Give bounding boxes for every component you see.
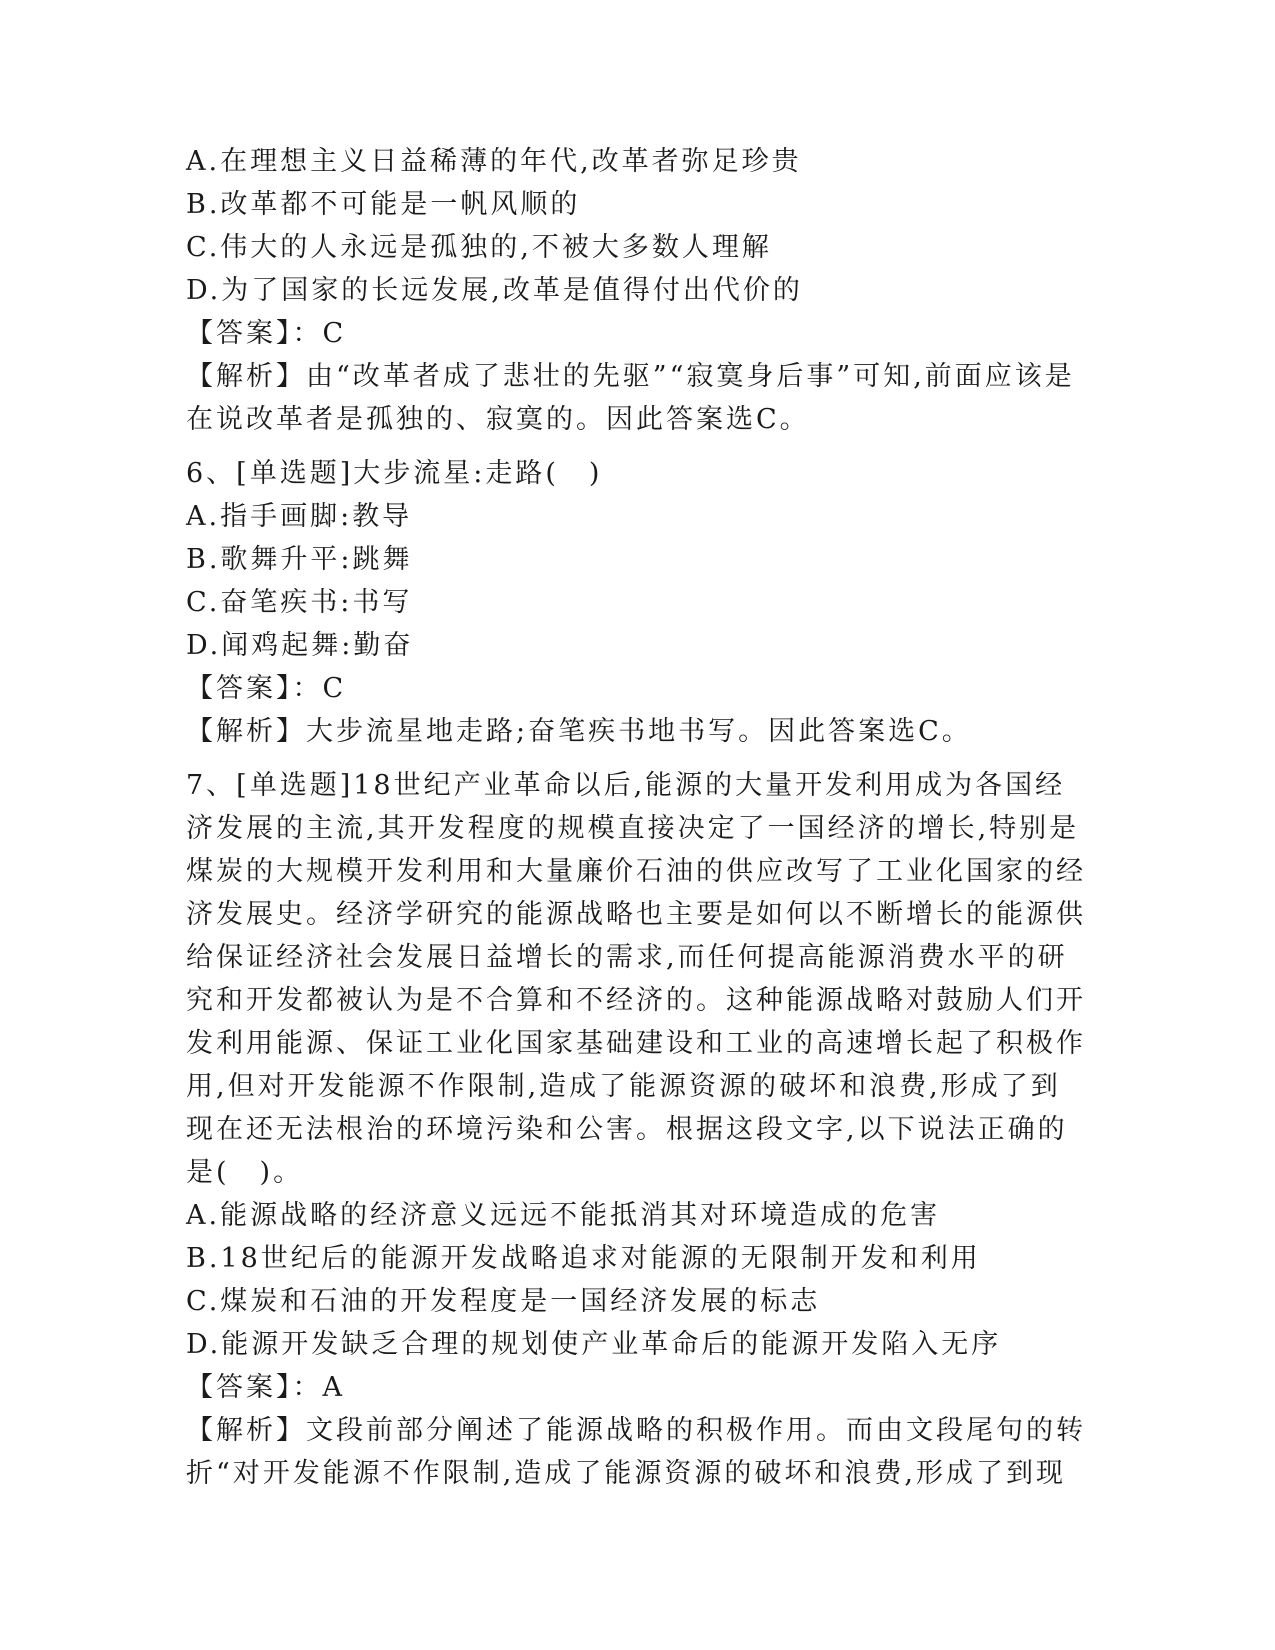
option-a: A.能源战略的经济意义远远不能抵消其对环境造成的危害 bbox=[186, 1200, 941, 1231]
answer-line: 【答案】：A bbox=[186, 1372, 345, 1403]
answer-line: 【答案】：C bbox=[186, 318, 347, 349]
question-stem: 6、[单选题]大步流星:走路( ) bbox=[186, 458, 603, 489]
option-a: A.在理想主义日益稀薄的年代,改革者弥足珍贵 bbox=[186, 146, 802, 177]
question-7-block bbox=[186, 764, 1086, 1495]
option-b: B.歌舞升平:跳舞 bbox=[186, 544, 413, 575]
analysis-paragraph: 【解析】文段前部分阐述了能源战略的积极作用。而由文段尾句的转折“对开发能源不作限制,造成了能源资源的破坏和浪费,形成了到现 bbox=[186, 1415, 1086, 1489]
option-d: D.能源开发缺乏合理的规划使产业革命后的能源开发陷入无序 bbox=[186, 1329, 1002, 1360]
question-6-block bbox=[186, 452, 1086, 753]
analysis-paragraph: 【解析】大步流星地走路;奋笔疾书地书写。因此答案选C。 bbox=[186, 716, 972, 747]
option-b: B.18世纪后的能源开发战略追求对能源的无限制开发和利用 bbox=[186, 1243, 981, 1274]
option-a: A.指手画脚:教导 bbox=[186, 501, 413, 532]
option-b: B.改革都不可能是一帆风顺的 bbox=[186, 189, 581, 220]
option-c: C.奋笔疾书:书写 bbox=[186, 587, 413, 618]
answer-line: 【答案】：C bbox=[186, 673, 347, 704]
document-page bbox=[186, 140, 1086, 1495]
question-stem: 7、[单选题]18世纪产业革命以后,能源的大量开发利用成为各国经济发展的主流,其开发程度的规模直接决定了一国经济的增长,特别是煤炭的大规模开发利用和大量廉价石油的供应改写了工业化国家的经济发展史。经济学研究的能源战略也主要是如何以不断增长的能源供给保证经济社会发展日益增长的需求,而任何提高能源消费水平的研究和开发都被认为是不合算和不经济的。这种能源战略对鼓励人们开发利用能源、保证工业化国家基础建设和工业的高速增长起了积极作用,但对开发能源不作限制,造成了能源资源的破坏和浪费,形成了到现在还无法根治的环境污染和公害。根据这段文字,以下说法正确的是( )。 bbox=[186, 770, 1086, 1188]
question-5-block bbox=[186, 140, 1086, 441]
option-d: D.闻鸡起舞:勤奋 bbox=[186, 630, 414, 661]
option-c: C.伟大的人永远是孤独的,不被大多数人理解 bbox=[186, 232, 772, 263]
analysis-paragraph: 【解析】由“改革者成了悲壮的先驱”“寂寞身后事”可知,前面应该是在说改革者是孤独的、寂寞的。因此答案选C。 bbox=[186, 361, 1075, 435]
option-c: C.煤炭和石油的开发程度是一国经济发展的标志 bbox=[186, 1286, 821, 1317]
option-d: D.为了国家的长远发展,改革是值得付出代价的 bbox=[186, 275, 803, 306]
